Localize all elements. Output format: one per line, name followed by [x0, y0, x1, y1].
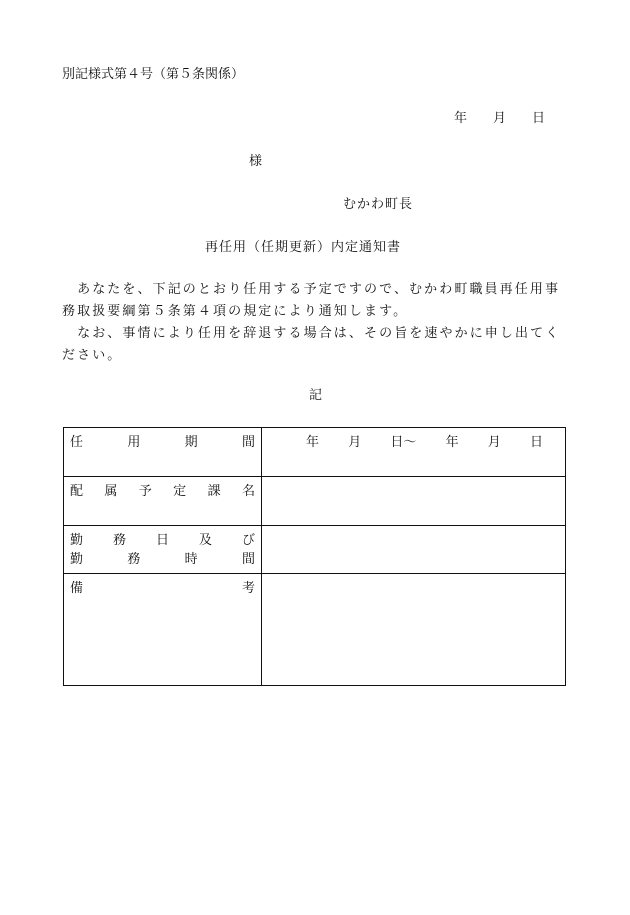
value-token: 日～ [390, 435, 417, 450]
form-number: 別記様式第４号（第５条関係） [62, 67, 245, 82]
details-table [63, 427, 566, 686]
body-paragraph-1: あなたを、下記のとおり任用する予定ですので、むかわ町職員再任用事務取扱要綱第５条第４項の規定により通知します。 [62, 282, 561, 319]
department-label [64, 477, 262, 526]
remarks-label [64, 574, 262, 686]
table-row [64, 477, 566, 526]
label-char: 用 [127, 435, 141, 450]
table-row [64, 526, 566, 574]
table-row [64, 428, 566, 477]
work-schedule-label [64, 526, 262, 574]
label-char: 務 [127, 552, 141, 567]
label-char: 備 [70, 581, 84, 596]
sender: むかわ町長 [343, 197, 414, 212]
label-char: 及 [198, 533, 212, 548]
value-token: 年 [306, 435, 320, 450]
label-char: 勤 [70, 552, 84, 567]
label-char: 属 [104, 484, 118, 499]
label-char: 定 [173, 484, 187, 499]
department-value [262, 477, 566, 526]
label-char: 予 [138, 484, 152, 499]
label-char: 期 [184, 435, 198, 450]
label-char: び [241, 533, 255, 548]
work-schedule-value [262, 526, 566, 574]
label-char: 時 [184, 552, 198, 567]
value-token: 月 [487, 435, 501, 450]
value-token: 年 [445, 435, 459, 450]
value-token: 日 [529, 435, 543, 450]
label-char: 間 [241, 435, 255, 450]
ki-heading: 記 [309, 388, 323, 403]
document-title: 再任用（任期更新）内定通知書 [205, 240, 402, 255]
label-char: 間 [241, 552, 255, 567]
value-token: 月 [348, 435, 362, 450]
date-line: 年 月 日 [454, 111, 546, 126]
label-char: 配 [70, 484, 84, 499]
label-char: 務 [112, 533, 126, 548]
remarks-value [262, 574, 566, 686]
label-char: 勤 [70, 533, 84, 548]
label-char: 名 [241, 484, 255, 499]
label-char: 課 [207, 484, 221, 499]
label-char: 日 [155, 533, 169, 548]
label-char: 考 [241, 581, 255, 596]
body-paragraph-2: なお、事情により任用を辞退する場合は、その旨を速やかに申し出てください。 [62, 326, 561, 363]
addressee-suffix: 様 [249, 154, 263, 169]
period-value [262, 428, 566, 477]
label-char: 任 [70, 435, 84, 450]
table-row [64, 574, 566, 686]
period-label [64, 428, 262, 477]
